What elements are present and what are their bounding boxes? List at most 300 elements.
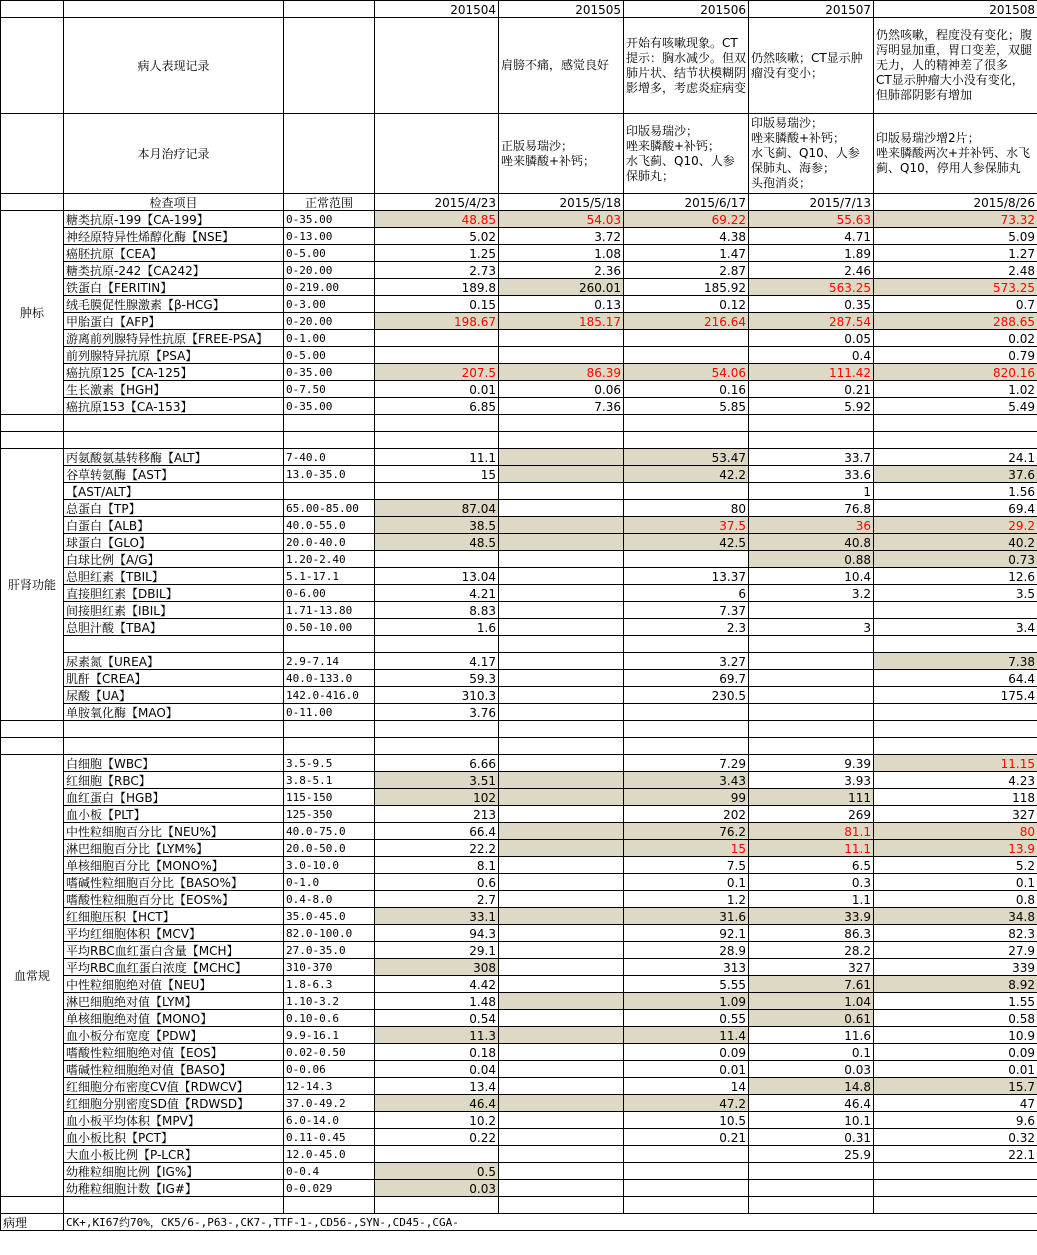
value-cell[interactable]: 1.48 [375, 993, 499, 1010]
value-cell[interactable] [624, 330, 749, 347]
normal-range-cell[interactable]: 3.0-10.0 [284, 857, 375, 874]
test-item-cell[interactable]: 癌胚抗原【CEA】 [64, 245, 284, 262]
normal-range-cell[interactable]: 0-6.00 [284, 585, 375, 602]
normal-range-cell[interactable]: 0.10-0.6 [284, 1010, 375, 1027]
value-cell[interactable]: 40.8 [749, 534, 874, 551]
normal-range-cell[interactable]: 0-0.4 [284, 1163, 375, 1180]
value-cell[interactable]: 13.37 [624, 568, 749, 585]
value-cell[interactable] [499, 585, 624, 602]
test-item-cell[interactable]: 白细胞【WBC】 [64, 755, 284, 772]
value-cell[interactable]: 87.04 [375, 500, 499, 517]
value-cell[interactable]: 1.47 [624, 245, 749, 262]
test-item-cell[interactable]: 平均红细胞体积【MCV】 [64, 925, 284, 942]
value-cell[interactable]: 5.02 [375, 228, 499, 245]
value-cell[interactable] [499, 534, 624, 551]
value-cell[interactable] [624, 1146, 749, 1163]
test-item-cell[interactable]: 生长激素【HGH】 [64, 381, 284, 398]
normal-range-cell[interactable]: 5.1-17.1 [284, 568, 375, 585]
normal-range-cell[interactable]: 0-20.00 [284, 313, 375, 330]
value-cell[interactable]: 12.6 [874, 568, 1037, 585]
value-cell[interactable]: 82.3 [874, 925, 1037, 942]
value-cell[interactable] [624, 1163, 749, 1180]
normal-range-cell[interactable]: 0.02-0.50 [284, 1044, 375, 1061]
pathology-label[interactable]: 病理 [1, 1214, 64, 1231]
normal-range-cell[interactable]: 9.9-16.1 [284, 1027, 375, 1044]
month-cell[interactable]: 201506 [624, 1, 749, 18]
value-cell[interactable]: 0.12 [624, 296, 749, 313]
value-cell[interactable]: 2.87 [624, 262, 749, 279]
value-cell[interactable]: 0.73 [874, 551, 1037, 568]
value-cell[interactable]: 185.92 [624, 279, 749, 296]
normal-range-cell[interactable]: 27.0-35.0 [284, 942, 375, 959]
value-cell[interactable]: 29.1 [375, 942, 499, 959]
treatment-record-label[interactable]: 本月治疗记录 [64, 114, 284, 194]
value-cell[interactable]: 4.38 [624, 228, 749, 245]
test-item-cell[interactable]: 血小板平均体积【MPV】 [64, 1112, 284, 1129]
value-cell[interactable] [499, 908, 624, 925]
normal-range-cell[interactable]: 20.0-50.0 [284, 840, 375, 857]
value-cell[interactable]: 0.7 [874, 296, 1037, 313]
value-cell[interactable] [499, 772, 624, 789]
month-cell[interactable]: 201504 [375, 1, 499, 18]
value-cell[interactable]: 308 [375, 959, 499, 976]
value-cell[interactable]: 198.67 [375, 313, 499, 330]
value-cell[interactable]: 14.8 [749, 1078, 874, 1095]
value-cell[interactable]: 14 [624, 1078, 749, 1095]
test-item-cell[interactable]: 前列腺特异抗原【PSA】 [64, 347, 284, 364]
value-cell[interactable] [499, 670, 624, 687]
value-cell[interactable]: 327 [874, 806, 1037, 823]
test-item-cell[interactable]: 游离前列腺特异性抗原【FREE-PSA】 [64, 330, 284, 347]
value-cell[interactable] [499, 1061, 624, 1078]
value-cell[interactable] [499, 687, 624, 704]
value-cell[interactable]: 0.31 [749, 1129, 874, 1146]
value-cell[interactable]: 42.2 [624, 466, 749, 483]
value-cell[interactable] [375, 551, 499, 568]
value-cell[interactable] [499, 1078, 624, 1095]
normal-range-cell[interactable]: 115-150 [284, 789, 375, 806]
month-cell[interactable]: 201507 [749, 1, 874, 18]
value-cell[interactable]: 33.9 [749, 908, 874, 925]
patient-record-label[interactable]: 病人表现记录 [64, 18, 284, 114]
normal-range-cell[interactable]: 0-35.00 [284, 211, 375, 228]
value-cell[interactable] [624, 551, 749, 568]
month-cell[interactable]: 201508 [874, 1, 1037, 18]
value-cell[interactable]: 55.63 [749, 211, 874, 228]
value-cell[interactable] [499, 619, 624, 636]
value-cell[interactable]: 0.88 [749, 551, 874, 568]
test-item-cell[interactable]: 间接胆红素【IBIL】 [64, 602, 284, 619]
value-cell[interactable]: 0.21 [749, 381, 874, 398]
test-item-cell[interactable]: 平均RBC血红蛋白含量【MCH】 [64, 942, 284, 959]
value-cell[interactable]: 15.7 [874, 1078, 1037, 1095]
value-cell[interactable]: 5.49 [874, 398, 1037, 415]
value-cell[interactable] [749, 602, 874, 619]
value-cell[interactable] [375, 636, 499, 653]
test-item-cell[interactable]: 中性粒细胞绝对值【NEU】 [64, 976, 284, 993]
normal-range-cell[interactable]: 1.20-2.40 [284, 551, 375, 568]
value-cell[interactable]: 7.29 [624, 755, 749, 772]
test-item-cell[interactable]: 尿酸【UA】 [64, 687, 284, 704]
normal-range-cell[interactable]: 0.50-10.00 [284, 619, 375, 636]
normal-range-cell[interactable]: 40.0-55.0 [284, 517, 375, 534]
value-cell[interactable] [499, 653, 624, 670]
value-cell[interactable] [624, 636, 749, 653]
value-cell[interactable]: 4.71 [749, 228, 874, 245]
normal-range-cell[interactable]: 40.0-133.0 [284, 670, 375, 687]
test-item-cell[interactable]: 红细胞压积【HCT】 [64, 908, 284, 925]
normal-range-cell[interactable]: 1.8-6.3 [284, 976, 375, 993]
value-cell[interactable] [749, 687, 874, 704]
normal-range-cell[interactable]: 0-1.00 [284, 330, 375, 347]
value-cell[interactable]: 5.85 [624, 398, 749, 415]
value-cell[interactable] [499, 1044, 624, 1061]
value-cell[interactable]: 1.25 [375, 245, 499, 262]
normal-range-cell[interactable]: 0-1.0 [284, 874, 375, 891]
value-cell[interactable]: 0.4 [749, 347, 874, 364]
value-cell[interactable]: 1.2 [624, 891, 749, 908]
value-cell[interactable]: 37.6 [874, 466, 1037, 483]
value-cell[interactable]: 213 [375, 806, 499, 823]
value-cell[interactable]: 4.42 [375, 976, 499, 993]
normal-range-cell[interactable]: 0-219.00 [284, 279, 375, 296]
value-cell[interactable]: 0.54 [375, 1010, 499, 1027]
normal-range-cell[interactable]: 0-35.00 [284, 398, 375, 415]
date-header[interactable]: 2015/6/17 [624, 194, 749, 211]
value-cell[interactable] [499, 874, 624, 891]
normal-range-cell[interactable]: 7-40.0 [284, 449, 375, 466]
value-cell[interactable] [749, 636, 874, 653]
value-cell[interactable]: 48.85 [375, 211, 499, 228]
test-item-cell[interactable]: 幼稚粒细胞计数【IG#】 [64, 1180, 284, 1197]
value-cell[interactable]: 1.02 [874, 381, 1037, 398]
value-cell[interactable]: 76.2 [624, 823, 749, 840]
value-cell[interactable]: 0.18 [375, 1044, 499, 1061]
value-cell[interactable]: 0.01 [874, 1061, 1037, 1078]
value-cell[interactable]: 8.1 [375, 857, 499, 874]
value-cell[interactable]: 2.48 [874, 262, 1037, 279]
treatment-record-cell[interactable]: 印版易瑞沙； 唑来膦酸+补钙； 水飞蓟、Q10、人参保肺丸； [624, 114, 749, 194]
value-cell[interactable]: 37.5 [624, 517, 749, 534]
value-cell[interactable]: 80 [624, 500, 749, 517]
value-cell[interactable]: 1.6 [375, 619, 499, 636]
value-cell[interactable]: 4.23 [874, 772, 1037, 789]
normal-range-cell[interactable]: 12.0-45.0 [284, 1146, 375, 1163]
normal-range-cell[interactable]: 20.0-40.0 [284, 534, 375, 551]
normal-range-cell[interactable]: 310-370 [284, 959, 375, 976]
patient-record-cell[interactable]: 肩膀不痛，感觉良好 [499, 18, 624, 114]
value-cell[interactable]: 6.85 [375, 398, 499, 415]
test-item-cell[interactable]: 单核细胞绝对值【MONO】 [64, 1010, 284, 1027]
test-item-cell[interactable]: 血小板比积【PCT】 [64, 1129, 284, 1146]
value-cell[interactable]: 0.13 [499, 296, 624, 313]
value-cell[interactable]: 5.09 [874, 228, 1037, 245]
test-item-cell[interactable]: 单胺氧化酶【MAO】 [64, 704, 284, 721]
value-cell[interactable]: 0.05 [749, 330, 874, 347]
value-cell[interactable]: 8.92 [874, 976, 1037, 993]
test-item-cell[interactable]: 糖类抗原-242【CA242】 [64, 262, 284, 279]
value-cell[interactable] [375, 347, 499, 364]
value-cell[interactable] [499, 483, 624, 500]
value-cell[interactable]: 94.3 [375, 925, 499, 942]
value-cell[interactable]: 820.16 [874, 364, 1037, 381]
value-cell[interactable]: 7.61 [749, 976, 874, 993]
test-item-cell[interactable]: 癌抗原153【CA-153】 [64, 398, 284, 415]
value-cell[interactable]: 3.51 [375, 772, 499, 789]
normal-range-cell[interactable]: 125-350 [284, 806, 375, 823]
value-cell[interactable] [749, 1180, 874, 1197]
value-cell[interactable]: 269 [749, 806, 874, 823]
value-cell[interactable]: 6.66 [375, 755, 499, 772]
value-cell[interactable] [749, 653, 874, 670]
value-cell[interactable]: 11.1 [749, 840, 874, 857]
normal-range-cell[interactable]: 142.0-416.0 [284, 687, 375, 704]
normal-range-cell[interactable]: 0-20.00 [284, 262, 375, 279]
value-cell[interactable] [499, 857, 624, 874]
normal-range-cell[interactable]: 1.10-3.2 [284, 993, 375, 1010]
value-cell[interactable]: 185.17 [499, 313, 624, 330]
value-cell[interactable]: 47.2 [624, 1095, 749, 1112]
value-cell[interactable]: 0.3 [749, 874, 874, 891]
range-header[interactable]: 正常范围 [284, 194, 375, 211]
normal-range-cell[interactable]: 3.8-5.1 [284, 772, 375, 789]
value-cell[interactable]: 7.37 [624, 602, 749, 619]
value-cell[interactable]: 2.7 [375, 891, 499, 908]
value-cell[interactable]: 3 [749, 619, 874, 636]
value-cell[interactable]: 36 [749, 517, 874, 534]
date-header[interactable]: 2015/5/18 [499, 194, 624, 211]
test-item-cell[interactable]: 白蛋白【ALB】 [64, 517, 284, 534]
value-cell[interactable]: 111.42 [749, 364, 874, 381]
value-cell[interactable]: 0.1 [749, 1044, 874, 1061]
value-cell[interactable]: 207.5 [375, 364, 499, 381]
value-cell[interactable]: 92.1 [624, 925, 749, 942]
value-cell[interactable]: 46.4 [375, 1095, 499, 1112]
value-cell[interactable]: 1.04 [749, 993, 874, 1010]
value-cell[interactable]: 80 [874, 823, 1037, 840]
value-cell[interactable]: 15 [375, 466, 499, 483]
value-cell[interactable]: 0.01 [375, 381, 499, 398]
value-cell[interactable]: 28.9 [624, 942, 749, 959]
value-cell[interactable] [624, 1180, 749, 1197]
test-item-cell[interactable]: 嗜碱性粒细胞绝对值【BASO】 [64, 1061, 284, 1078]
value-cell[interactable]: 53.47 [624, 449, 749, 466]
patient-record-cell[interactable] [375, 18, 499, 114]
value-cell[interactable]: 13.4 [375, 1078, 499, 1095]
value-cell[interactable] [499, 1146, 624, 1163]
test-item-cell[interactable]: 铁蛋白【FERITIN】 [64, 279, 284, 296]
patient-record-cell[interactable]: 开始有咳嗽现象。CT提示：胸水减少。但双肺片状、结节状模糊阴影增多，考虑炎症病变 [624, 18, 749, 114]
value-cell[interactable]: 0.15 [375, 296, 499, 313]
value-cell[interactable]: 33.1 [375, 908, 499, 925]
value-cell[interactable]: 2.36 [499, 262, 624, 279]
value-cell[interactable]: 0.8 [874, 891, 1037, 908]
value-cell[interactable]: 1.08 [499, 245, 624, 262]
normal-range-cell[interactable]: 35.0-45.0 [284, 908, 375, 925]
value-cell[interactable]: 7.5 [624, 857, 749, 874]
value-cell[interactable]: 573.25 [874, 279, 1037, 296]
value-cell[interactable] [624, 347, 749, 364]
value-cell[interactable]: 3.27 [624, 653, 749, 670]
value-cell[interactable]: 563.25 [749, 279, 874, 296]
value-cell[interactable]: 0.5 [375, 1163, 499, 1180]
value-cell[interactable]: 5.92 [749, 398, 874, 415]
test-item-cell[interactable]: 淋巴细胞百分比【LYM%】 [64, 840, 284, 857]
value-cell[interactable]: 10.1 [749, 1112, 874, 1129]
test-item-cell[interactable]: 肌酐【CREA】 [64, 670, 284, 687]
test-item-cell[interactable]: 神经原特异性烯醇化酶【NSE】 [64, 228, 284, 245]
value-cell[interactable]: 327 [749, 959, 874, 976]
value-cell[interactable]: 27.9 [874, 942, 1037, 959]
normal-range-cell[interactable]: 0-7.50 [284, 381, 375, 398]
value-cell[interactable]: 11.15 [874, 755, 1037, 772]
value-cell[interactable] [499, 449, 624, 466]
value-cell[interactable]: 0.21 [624, 1129, 749, 1146]
value-cell[interactable]: 3.2 [749, 585, 874, 602]
value-cell[interactable]: 13.04 [375, 568, 499, 585]
test-item-cell[interactable]: 直接胆红素【DBIL】 [64, 585, 284, 602]
test-item-cell[interactable]: 红细胞【RBC】 [64, 772, 284, 789]
value-cell[interactable] [499, 330, 624, 347]
value-cell[interactable]: 54.06 [624, 364, 749, 381]
value-cell[interactable] [624, 704, 749, 721]
test-item-cell[interactable]: 血小板【PLT】 [64, 806, 284, 823]
normal-range-cell[interactable]: 0-5.00 [284, 245, 375, 262]
value-cell[interactable] [375, 483, 499, 500]
value-cell[interactable] [499, 347, 624, 364]
normal-range-cell[interactable] [284, 636, 375, 653]
value-cell[interactable]: 6 [624, 585, 749, 602]
value-cell[interactable] [499, 925, 624, 942]
value-cell[interactable]: 28.2 [749, 942, 874, 959]
test-item-cell[interactable]: 红细胞分布密度CV值【RDWCV】 [64, 1078, 284, 1095]
value-cell[interactable] [874, 704, 1037, 721]
value-cell[interactable] [499, 840, 624, 857]
item-header[interactable]: 检查项目 [64, 194, 284, 211]
section-label[interactable]: 肝肾功能 [1, 449, 64, 721]
value-cell[interactable]: 0.35 [749, 296, 874, 313]
treatment-record-cell[interactable]: 印版易瑞沙增2片； 唑来膦酸两次+并补钙、水飞蓟、Q10，停用人参保肺丸 [874, 114, 1037, 194]
value-cell[interactable]: 22.1 [874, 1146, 1037, 1163]
value-cell[interactable]: 260.01 [499, 279, 624, 296]
value-cell[interactable]: 40.2 [874, 534, 1037, 551]
value-cell[interactable]: 1.55 [874, 993, 1037, 1010]
normal-range-cell[interactable]: 0-3.00 [284, 296, 375, 313]
treatment-record-cell[interactable]: 印版易瑞沙； 唑来膦酸+补钙； 水飞蓟、Q10、人参保肺丸、海参； 头孢消炎； [749, 114, 874, 194]
value-cell[interactable] [499, 500, 624, 517]
value-cell[interactable] [499, 959, 624, 976]
test-item-cell[interactable]: 绒毛膜促性腺激素【β-HCG】 [64, 296, 284, 313]
value-cell[interactable] [499, 466, 624, 483]
value-cell[interactable] [499, 636, 624, 653]
value-cell[interactable]: 1.09 [624, 993, 749, 1010]
value-cell[interactable] [499, 1112, 624, 1129]
value-cell[interactable]: 288.65 [874, 313, 1037, 330]
value-cell[interactable]: 8.83 [375, 602, 499, 619]
normal-range-cell[interactable]: 12-14.3 [284, 1078, 375, 1095]
value-cell[interactable] [499, 551, 624, 568]
test-item-cell[interactable]: 幼稚粒细胞比例【IG%】 [64, 1163, 284, 1180]
value-cell[interactable] [499, 1129, 624, 1146]
pathology-value[interactable]: CK+,KI67约70%，CK5/6-,P63-,CK7-,TTF-1-,CD56-,SYN-,CD45-,CGA- [64, 1214, 1037, 1231]
value-cell[interactable]: 310.3 [375, 687, 499, 704]
value-cell[interactable]: 54.03 [499, 211, 624, 228]
value-cell[interactable]: 0.61 [749, 1010, 874, 1027]
normal-range-cell[interactable] [284, 483, 375, 500]
value-cell[interactable]: 76.8 [749, 500, 874, 517]
value-cell[interactable]: 0.1 [624, 874, 749, 891]
value-cell[interactable]: 25.9 [749, 1146, 874, 1163]
value-cell[interactable]: 11.3 [375, 1027, 499, 1044]
value-cell[interactable]: 202 [624, 806, 749, 823]
test-item-cell[interactable]: 谷草转氨酶【AST】 [64, 466, 284, 483]
value-cell[interactable]: 216.64 [624, 313, 749, 330]
value-cell[interactable]: 0.1 [874, 874, 1037, 891]
value-cell[interactable]: 3.43 [624, 772, 749, 789]
value-cell[interactable]: 111 [749, 789, 874, 806]
value-cell[interactable]: 0.58 [874, 1010, 1037, 1027]
value-cell[interactable]: 4.17 [375, 653, 499, 670]
value-cell[interactable]: 0.03 [375, 1180, 499, 1197]
test-item-cell[interactable]: 单核细胞百分比【MONO%】 [64, 857, 284, 874]
value-cell[interactable]: 0.09 [624, 1044, 749, 1061]
value-cell[interactable] [499, 602, 624, 619]
value-cell[interactable]: 0.79 [874, 347, 1037, 364]
value-cell[interactable] [874, 1180, 1037, 1197]
value-cell[interactable]: 2.3 [624, 619, 749, 636]
value-cell[interactable]: 9.6 [874, 1112, 1037, 1129]
value-cell[interactable]: 86.3 [749, 925, 874, 942]
value-cell[interactable]: 1.27 [874, 245, 1037, 262]
value-cell[interactable] [749, 670, 874, 687]
value-cell[interactable]: 11.1 [375, 449, 499, 466]
value-cell[interactable] [749, 704, 874, 721]
normal-range-cell[interactable]: 0-0.029 [284, 1180, 375, 1197]
value-cell[interactable]: 2.46 [749, 262, 874, 279]
test-item-cell[interactable]: 大血小板比例【P-LCR】 [64, 1146, 284, 1163]
patient-record-cell[interactable]: 仍然咳嗽；CT显示肿瘤没有变小； [749, 18, 874, 114]
treatment-record-cell[interactable]: 正版易瑞沙； 唑来膦酸+补钙； [499, 114, 624, 194]
value-cell[interactable]: 0.22 [375, 1129, 499, 1146]
section-label[interactable]: 血常规 [1, 755, 64, 1197]
value-cell[interactable]: 287.54 [749, 313, 874, 330]
normal-range-cell[interactable]: 2.9-7.14 [284, 653, 375, 670]
normal-range-cell[interactable]: 6.0-14.0 [284, 1112, 375, 1129]
normal-range-cell[interactable]: 37.0-49.2 [284, 1095, 375, 1112]
value-cell[interactable]: 4.21 [375, 585, 499, 602]
normal-range-cell[interactable]: 0-0.06 [284, 1061, 375, 1078]
value-cell[interactable]: 42.5 [624, 534, 749, 551]
test-item-cell[interactable]: 嗜酸性粒细胞绝对值【EOS】 [64, 1044, 284, 1061]
value-cell[interactable]: 3.72 [499, 228, 624, 245]
value-cell[interactable]: 1.1 [749, 891, 874, 908]
test-item-cell[interactable]: 淋巴细胞绝对值【LYM】 [64, 993, 284, 1010]
normal-range-cell[interactable]: 0.4-8.0 [284, 891, 375, 908]
test-item-cell[interactable]: 总胆汁酸【TBA】 [64, 619, 284, 636]
normal-range-cell[interactable]: 13.0-35.0 [284, 466, 375, 483]
value-cell[interactable]: 66.4 [375, 823, 499, 840]
value-cell[interactable]: 0.6 [375, 874, 499, 891]
test-item-cell[interactable]: 总蛋白【TP】 [64, 500, 284, 517]
value-cell[interactable]: 24.1 [874, 449, 1037, 466]
value-cell[interactable]: 3.4 [874, 619, 1037, 636]
test-item-cell[interactable]: 中性粒细胞百分比【NEU%】 [64, 823, 284, 840]
value-cell[interactable] [499, 806, 624, 823]
value-cell[interactable] [499, 942, 624, 959]
section-label[interactable]: 肿标 [1, 211, 64, 415]
value-cell[interactable] [499, 823, 624, 840]
normal-range-cell[interactable]: 82.0-100.0 [284, 925, 375, 942]
